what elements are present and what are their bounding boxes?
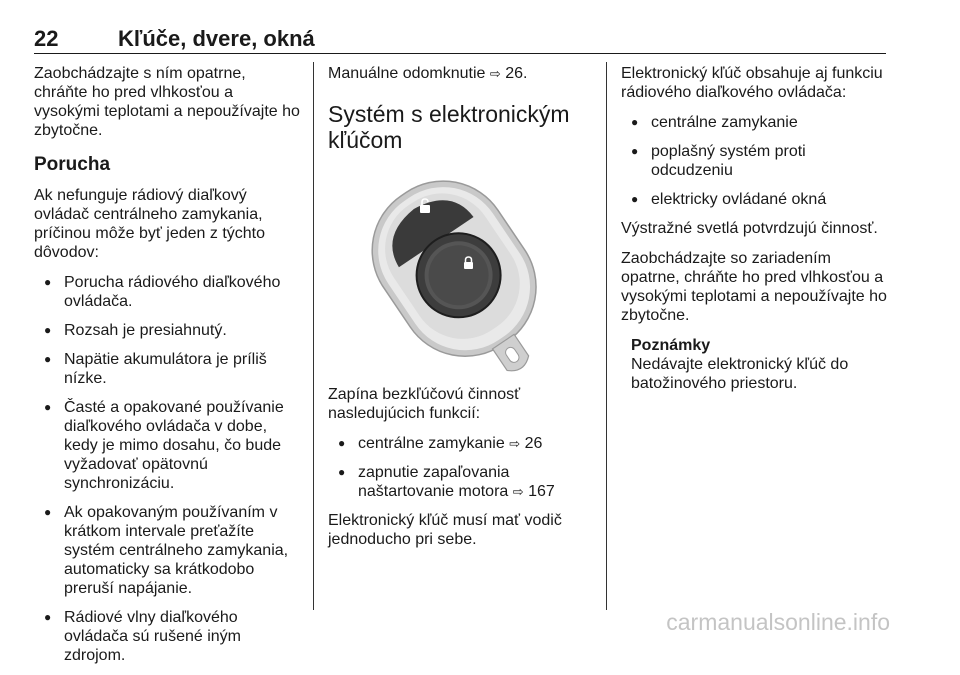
- column-3: [621, 64, 889, 393]
- page-header: [34, 20, 886, 54]
- chapter-title: Kľúče, dvere, okná: [118, 26, 315, 51]
- fault-list: [34, 273, 302, 665]
- list-item: ● Rozsah je presiahnutý.: [34, 321, 302, 340]
- watermark: carmanualsonline.info: [666, 609, 890, 635]
- list-item: ● Porucha rádiového diaľkového ovládača.: [34, 273, 302, 311]
- list-item: ● centrálne zamykanie ⇨ 26: [328, 434, 590, 453]
- electronic-key-illustration: [328, 167, 590, 375]
- list-item: ● poplašný systém proti odcudzeniu: [621, 142, 889, 180]
- note-box: [621, 336, 889, 393]
- reference-arrow-icon: ⇨: [512, 484, 524, 499]
- list-item: ● elektricky ovládané okná: [621, 190, 889, 209]
- keyless-function-list: [328, 434, 590, 501]
- header-rule: [34, 53, 886, 54]
- hazard-lights-paragraph: Výstražné svetlá potvrdzujú činnosť.: [621, 220, 878, 237]
- list-item: ● Rádiové vlny diaľkového ovládača sú rušené iným zdrojom.: [34, 608, 302, 665]
- section-heading-porucha: Porucha: [34, 154, 111, 175]
- intro-paragraph: Zaobchádzajte s ním opatrne, chráňte ho pred vlhkosťou a vysokými teplotami a nepoužívajte ho zbytočne.: [34, 65, 300, 139]
- care-paragraph: Zaobchádzajte so zariadením opatrne, chráňte ho pred vlhkosťou a vysokými teplotami a nepoužívajte ho zbytočne.: [621, 250, 887, 324]
- reference-arrow-icon: ⇨: [489, 66, 501, 81]
- note-title: Poznámky: [631, 337, 711, 354]
- section-heading-electronic-key: Systém s elektronickým kľúčom: [328, 101, 570, 153]
- manual-unlock-ref: Manuálne odomknutie ⇨ 26.: [328, 65, 528, 82]
- column-divider: [606, 62, 607, 610]
- column-divider: [313, 62, 314, 610]
- remote-function-intro: Elektronický kľúč obsahuje aj funkciu rádiového diaľkového ovládača:: [621, 65, 883, 101]
- page-number: 22: [34, 26, 59, 51]
- list-item: ● Napätie akumulátora je príliš nízke.: [34, 350, 302, 388]
- column-1: [34, 64, 302, 675]
- list-item: ● Časté a opakované používanie diaľkového ovládača v dobe, kedy je mimo dosahu, čo bude vyžadovať opätovnú synchronizáciu.: [34, 398, 302, 493]
- remote-function-list: [621, 113, 889, 209]
- list-item: ● Ak opakovaným používaním v krátkom intervale preťažíte systém centrálneho zamykania, automaticky sa krátkodobo preruší napájanie.: [34, 503, 302, 598]
- list-item: ● centrálne zamykanie: [621, 113, 889, 132]
- fault-paragraph: Ak nefunguje rádiový diaľkový ovládač centrálneho zamykania, príčinou môže byť jeden z týchto dôvodov:: [34, 187, 266, 261]
- column-2: [328, 64, 590, 560]
- closing-paragraph: Elektronický kľúč musí mať vodič jednoducho pri sebe.: [328, 512, 562, 548]
- reference-arrow-icon: ⇨: [509, 436, 521, 451]
- list-item: ● zapnutie zapaľovania naštartovanie motora ⇨ 167: [328, 463, 590, 501]
- note-text: Nedávajte elektronický kľúč do batožinového priestoru.: [631, 356, 849, 392]
- keyless-intro: Zapína bezkľúčovú činnosť nasledujúcich funkcií:: [328, 386, 521, 422]
